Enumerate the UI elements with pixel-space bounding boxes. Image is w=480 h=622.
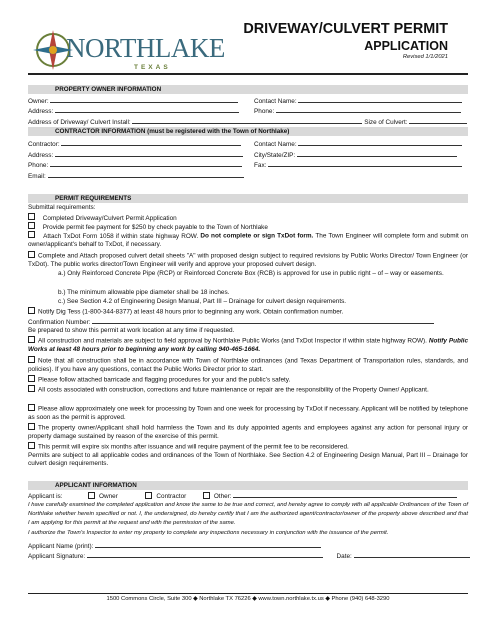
title-divider — [28, 73, 468, 75]
install-address-field[interactable] — [132, 117, 362, 124]
req-checkbox-8[interactable] — [28, 375, 35, 382]
req-item-9: All costs associated with construction, corrections and future maintenance or repair are the responsibility of the Property Owner/ Applicant. — [28, 385, 468, 395]
owner-contact-field[interactable] — [298, 96, 462, 103]
applicant-other-field[interactable] — [233, 491, 457, 498]
certification-statement: I have carefully examined the completed application and know the same to be true and correct, and hereby agree to comply with all applicable Ordinances of the Town of Northlake whether herein specified or not. I, the undersigned, do hereby certify that I am the authorized agent/contractor/owner of the property above described and that I am applying for this permit at the request and with the permission of the same. — [28, 502, 468, 526]
contractor-row: Contractor: — [28, 139, 241, 149]
req-item-4: Complete and Attach proposed culvert detail sheets "A" with proposed design subject to required revisions by Public Works Director/ Town Engineer (or TxDot). The public works director/Town Engineer will verify and approve your proposed culvert design. — [28, 252, 468, 268]
be-prepared-note: Be prepared to show this permit at work location at any time if requested. — [28, 327, 235, 334]
applicant-signature-field[interactable] — [87, 551, 323, 558]
req-checkbox-1[interactable] — [28, 213, 35, 220]
confirmation-row: Confirmation Number: — [28, 317, 434, 327]
req-item-12: This permit will expire six months after issuance and will require payment of the permit fee to be reconsidered. — [28, 442, 468, 452]
form-title: DRIVEWAY/CULVERT PERMIT — [243, 21, 448, 37]
req-sub-a: a.) Only Reinforced Concrete Pipe (RCP) or Reinforced Concrete Box (RCB) is approved for use in public right – of – way or easements. — [58, 270, 444, 277]
req-item-7: Note that all construction shall be in accordance with Town of Northlake ordinances (and Texas Department of Transportation rules, standards, and policies). If you have any questions, contact the Public Works Director prior to start. — [28, 357, 468, 373]
contractor-fax-row: Fax: — [254, 160, 462, 170]
req-sub-b: b.) The minimum allowable pipe diameter shall be 18 inches. — [58, 289, 230, 296]
owner-field[interactable] — [50, 96, 238, 103]
confirmation-number-field[interactable] — [92, 317, 434, 324]
req-checkbox-7[interactable] — [28, 356, 35, 363]
req-checkbox-5[interactable] — [28, 307, 35, 314]
req-checkbox-3[interactable] — [28, 231, 35, 238]
contractor-phone-row: Phone: — [28, 160, 242, 170]
req-item-11: The property owner/Applicant shall hold harmless the Town and its duly appointed agents and employees against any action for personal injury or property damage sustained by reason of the exercise of this permit. — [28, 424, 468, 440]
applicant-name-field[interactable] — [95, 541, 321, 548]
req-item-8: Please follow attached barricade and flagging procedures for your and the public's safety. — [28, 375, 468, 385]
owner-contact-row: Contact Name: — [254, 96, 462, 106]
contractor-fax-field[interactable] — [268, 160, 462, 167]
req-checkbox-10[interactable] — [28, 404, 35, 411]
requirements-section-header: PERMIT REQUIREMENTS — [28, 194, 468, 203]
install-address-row: Address of Driveway/ Culvert Install: Size of Culvert: — [28, 117, 467, 127]
contractor-field[interactable] — [61, 139, 241, 146]
req-checkbox-2[interactable] — [28, 222, 35, 229]
req-item-5: Notify Dig Tess (1-800-344-8377) at least 48 hours prior to beginning any work. Obtain confirmation number. — [28, 307, 468, 317]
req-checkbox-4[interactable] — [28, 251, 35, 258]
applicant-type-row: Applicant is: Owner Contractor Other: — [28, 491, 457, 501]
contractor-email-row: Email: — [28, 171, 244, 181]
req-checkbox-6[interactable] — [28, 336, 35, 343]
req-checkbox-11[interactable] — [28, 423, 35, 430]
logo-subtitle: TEXAS — [134, 64, 171, 71]
req-item-2: Provide permit fee payment for $250 by check payable to the Town of Northlake — [28, 222, 468, 232]
contractor-address-field[interactable] — [55, 150, 243, 157]
applicant-name-row: Applicant Name (print): — [28, 541, 321, 551]
owner-phone-field[interactable] — [276, 106, 461, 113]
contractor-phone-field[interactable] — [50, 160, 242, 167]
req-sub-c: c.) See Section 4.2 of Engineering Design Manual, Part III – Drainage for culvert design requirements. — [58, 298, 347, 305]
contractor-contact-row: Contact Name: — [254, 139, 462, 149]
footer-contact: 1500 Commons Circle, Suite 300 ◆ Northlake TX 76226 ◆ www.town.northlake.tx.us ◆ Phone (940) 648-3290 — [106, 596, 390, 602]
req-checkbox-9[interactable] — [28, 385, 35, 392]
applicant-date-field[interactable] — [354, 551, 470, 558]
owner-phone-row: Phone: — [254, 106, 461, 116]
contractor-section-header: CONTRACTOR INFORMATION (must be registered with the Town of Northlake) — [28, 127, 468, 136]
owner-address-row: Address: — [28, 106, 239, 116]
req-item-10: Please allow approximately one week for processing by Town and one week for processing by TxDot if necessary. Applicant will be notified by telephone as soon as the permit is approved. — [28, 405, 468, 421]
contractor-email-field[interactable] — [48, 171, 244, 178]
form-subtitle: APPLICATION — [364, 39, 448, 53]
contractor-city-field[interactable] — [297, 150, 457, 157]
closing-note: Permits are subject to all applicable codes and ordinances of the Town of Northlake. See Section 4.2 of Engineering Design Manual, Part III – Drainage for culvert design requirements. — [28, 452, 468, 468]
applicant-contractor-checkbox[interactable] — [145, 492, 152, 499]
logo-wordmark: NORTHLAKE — [66, 33, 225, 63]
inspection-authorization: I authorize the Town's Inspector to enter my property to complete any inspections necessary in conjunction with the issuance of the permit. — [28, 530, 389, 536]
culvert-size-field[interactable] — [409, 117, 467, 124]
submittal-intro: Submittal requirements: — [28, 204, 96, 211]
req-item-3: Attach TxDot Form 1058 if within state highway ROW. Do not complete or sign TxDot form. The Town Engineer will complete form and submit on owner/applicant's behalf to TxDot, if necessary. — [28, 232, 468, 248]
footer-divider — [28, 593, 468, 594]
contractor-contact-field[interactable] — [298, 139, 462, 146]
req-item-1: Completed Driveway/Culvert Permit Application — [28, 213, 468, 223]
owner-row: Owner: — [28, 96, 238, 106]
applicant-section-header: APPLICANT INFORMATION — [28, 481, 468, 490]
applicant-signature-row: Applicant Signature: Date: — [28, 551, 470, 561]
req-item-6: All construction and materials are subject to field approval by Northlake Public Works (and TxDot Inspector if within state highway ROW). Notify Public Works at least 48 hours prior to beginning any work by calling 940-465-1664. — [28, 337, 469, 353]
applicant-owner-checkbox[interactable] — [88, 492, 95, 499]
req-checkbox-12[interactable] — [28, 442, 35, 449]
owner-section-header: PROPERTY OWNER INFORMATION — [28, 85, 468, 94]
revised-date: Revised 1/1/2021 — [402, 54, 448, 60]
contractor-address-row: Address: — [28, 150, 243, 160]
owner-address-field[interactable] — [55, 106, 239, 113]
applicant-other-checkbox[interactable] — [203, 492, 210, 499]
northlake-logo — [28, 20, 225, 80]
contractor-city-row: City/State/ZIP: — [254, 150, 457, 160]
